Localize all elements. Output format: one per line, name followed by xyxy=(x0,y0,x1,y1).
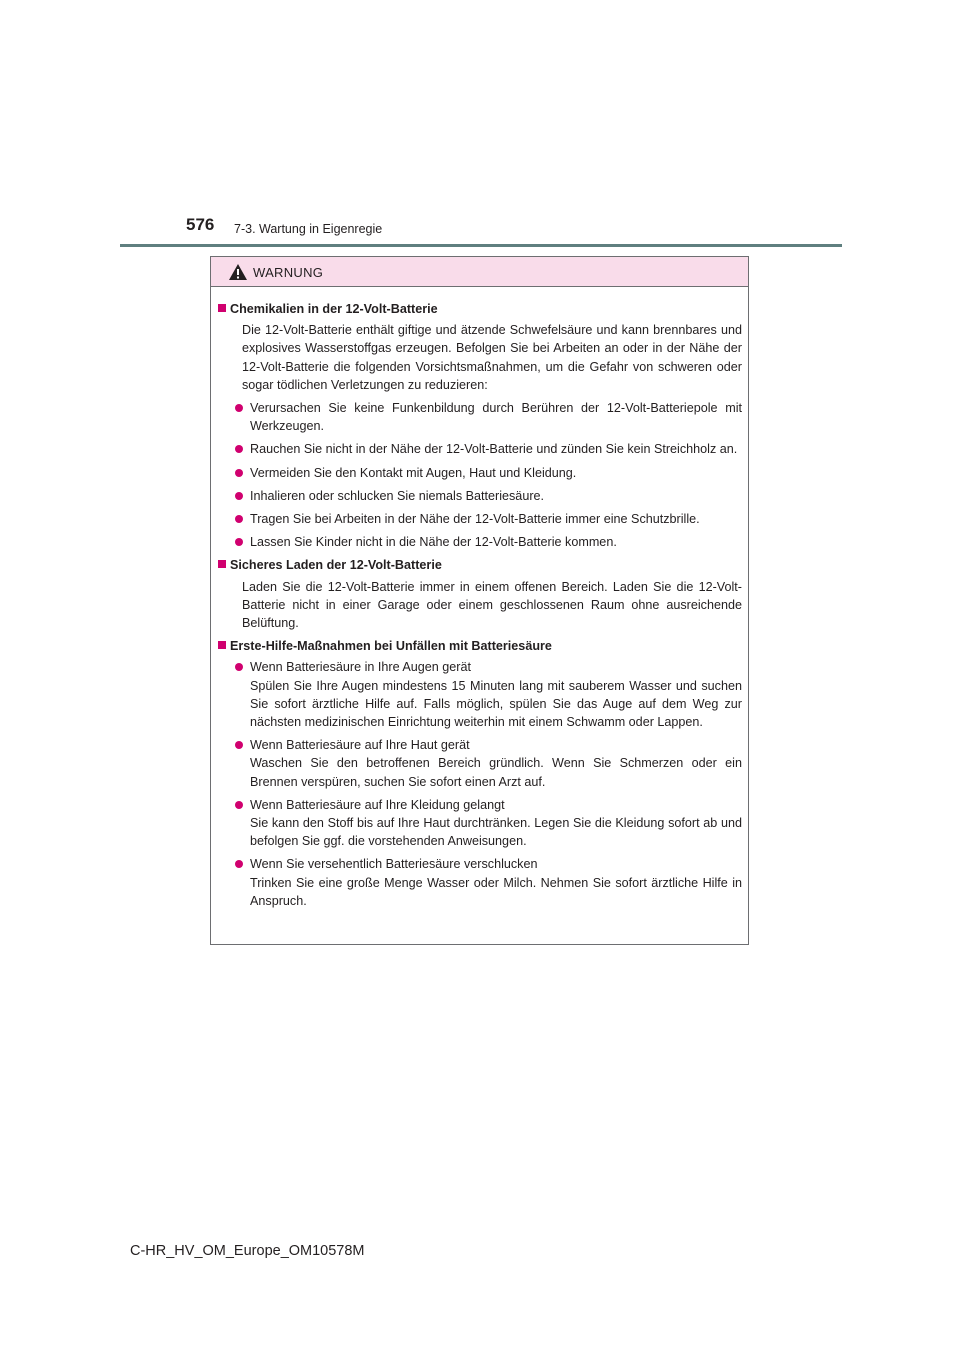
round-bullet-icon xyxy=(235,538,243,546)
warning-box xyxy=(210,256,749,945)
list-item: Inhalieren oder schlucken Sie niemals Batteriesäure. xyxy=(218,487,742,505)
square-bullet-icon xyxy=(218,304,226,312)
section-text: Laden Sie die 12-Volt-Batterie immer in einem offenen Bereich. Laden Sie die 12-Volt-Batterie nicht in einer Garage oder einem geschlossenen Raum ohne ausreichende Belüftung. xyxy=(242,579,742,631)
warning-body xyxy=(211,287,748,910)
round-bullet-icon xyxy=(235,469,243,477)
list-item: Wenn Batteriesäure auf Ihre Kleidung gelangt Sie kann den Stoff bis auf Ihre Haut durchtränken. Legen Sie die Kleidung sofort ab und befolgen Sie ggf. die vorstehenden Anweisungen. xyxy=(218,796,742,851)
round-bullet-icon xyxy=(235,860,243,868)
section-text: Die 12-Volt-Batterie enthält giftige und ätzende Schwefelsäure und kann brennbares und explosives Wasserstoffgas erzeugen. Befolgen Sie bei Arbeiten an oder in der Nähe der 12-Volt-Batterie die folgenden Vorsichtsmaßnahmen, um die Gefahr von schweren oder sogar tödlichen Verletzungen zu reduzieren: xyxy=(242,323,742,392)
section-heading: Erste-Hilfe-Maßnahmen bei Unfällen mit Batteriesäure xyxy=(218,637,742,655)
page-number: 576 xyxy=(186,215,215,234)
round-bullet-icon xyxy=(235,492,243,500)
warning-header xyxy=(211,257,748,287)
section-heading: Sicheres Laden der 12-Volt-Batterie xyxy=(218,556,742,574)
square-bullet-icon xyxy=(218,641,226,649)
round-bullet-icon xyxy=(235,801,243,809)
round-bullet-icon xyxy=(235,445,243,453)
section-heading: Chemikalien in der 12-Volt-Batterie xyxy=(218,300,742,318)
list-item: Rauchen Sie nicht in der Nähe der 12-Volt-Batterie und zünden Sie kein Streichholz an. xyxy=(218,440,742,458)
list-item: Wenn Sie versehentlich Batteriesäure verschlucken Trinken Sie eine große Menge Wasser oder Milch. Nehmen Sie sofort ärztliche Hilfe in Anspruch. xyxy=(218,855,742,910)
warning-triangle-icon xyxy=(228,263,248,281)
round-bullet-icon xyxy=(235,404,243,412)
document-code: C-HR_HV_OM_Europe_OM10578M xyxy=(130,1243,365,1259)
list-item: Verursachen Sie keine Funkenbildung durch Berühren der 12-Volt-Batteriepole mit Werkzeugen. xyxy=(218,399,742,435)
list-item: Wenn Batteriesäure auf Ihre Haut gerät Waschen Sie den betroffenen Bereich gründlich. Wenn Sie Schmerzen oder ein Brennen verspüren, suchen Sie sofort einen Arzt auf. xyxy=(218,736,742,791)
header-rule xyxy=(120,244,842,247)
list-item: Vermeiden Sie den Kontakt mit Augen, Haut und Kleidung. xyxy=(218,464,742,482)
section-title: 7-3. Wartung in Eigenregie xyxy=(234,222,383,236)
list-item: Tragen Sie bei Arbeiten in der Nähe der 12-Volt-Batterie immer eine Schutzbrille. xyxy=(218,510,742,528)
square-bullet-icon xyxy=(218,560,226,568)
round-bullet-icon xyxy=(235,515,243,523)
list-item: Wenn Batteriesäure in Ihre Augen gerät Spülen Sie Ihre Augen mindestens 15 Minuten lang mit sauberem Wasser und suchen Sie sofort ärztliche Hilfe auf. Falls möglich, spülen Sie das Auge auf dem Weg zur nächsten medizinischen Einrichtung weiterhin mit einem Schwamm oder Lappen. xyxy=(218,658,742,731)
round-bullet-icon xyxy=(235,741,243,749)
list-item: Lassen Sie Kinder nicht in die Nähe der 12-Volt-Batterie kommen. xyxy=(218,533,742,551)
warning-label: WARNUNG xyxy=(253,265,324,280)
round-bullet-icon xyxy=(235,663,243,671)
